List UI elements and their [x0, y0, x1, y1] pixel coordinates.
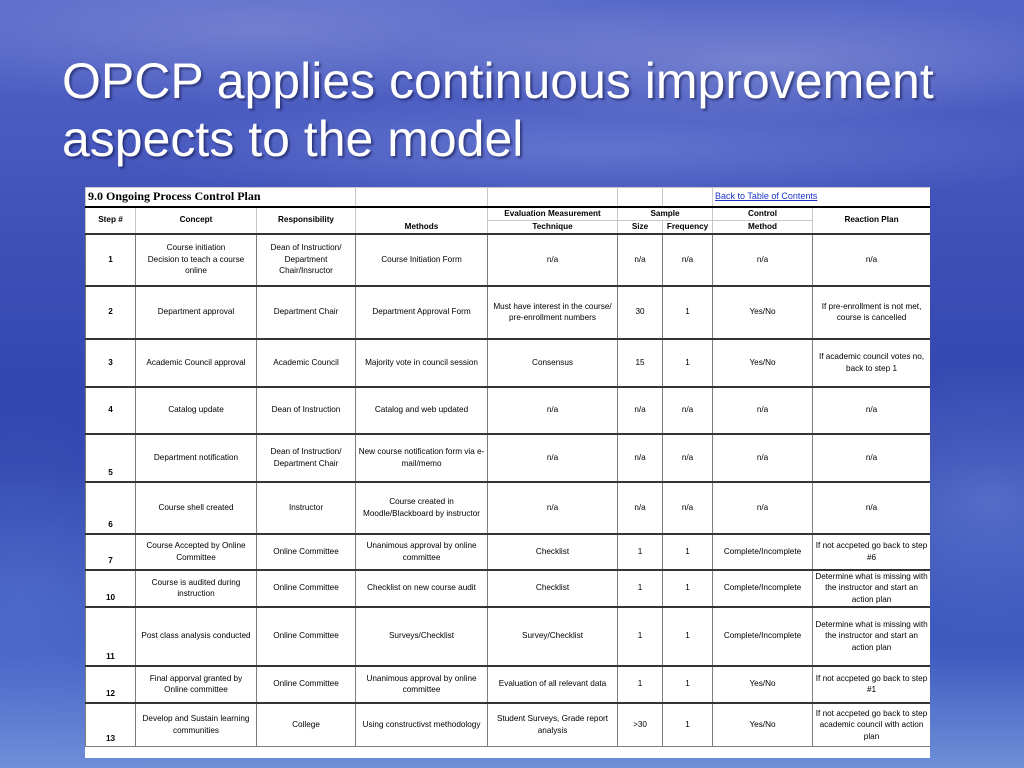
table-row	[86, 387, 931, 434]
cell-step: 13	[86, 703, 136, 747]
cell-step: 7	[86, 534, 136, 570]
cell-step: 3	[86, 339, 136, 387]
table-row	[86, 607, 931, 666]
cell-responsibility: College	[257, 703, 356, 747]
cell-methods: New course notification form via e-mail/memo	[356, 434, 488, 482]
cell-technique: Student Surveys, Grade report analysis	[488, 703, 618, 747]
cell-concept: Post class analysis conducted	[136, 607, 257, 666]
cell-reaction: If not accpeted go back to step academic council with action plan	[813, 703, 930, 747]
cell-technique: n/a	[488, 387, 618, 434]
cell-concept: Course initiation Decision to teach a course online	[136, 234, 257, 286]
cell-concept: Course Accepted by Online Committee	[136, 534, 257, 570]
cell-size: 1	[618, 607, 663, 666]
header-frequency: Frequency	[663, 221, 713, 234]
cell-step: 1	[86, 234, 136, 286]
cell-control: n/a	[713, 434, 813, 482]
cell-responsibility: Online Committee	[257, 570, 356, 607]
header-step: Step #	[86, 207, 136, 234]
cell-responsibility: Academic Council	[257, 339, 356, 387]
cell-size: 30	[618, 286, 663, 339]
cell-responsibility: Dean of Instruction	[257, 387, 356, 434]
cell-technique: Must have interest in the course/ pre-enrollment numbers	[488, 286, 618, 339]
cell-frequency: n/a	[663, 234, 713, 286]
cell-control: Yes/No	[713, 286, 813, 339]
cell-technique: n/a	[488, 482, 618, 534]
cell-methods: Majority vote in council session	[356, 339, 488, 387]
table-row	[86, 703, 931, 747]
cell-frequency: 1	[663, 703, 713, 747]
cell-responsibility: Dean of Instruction/ Department Chair	[257, 434, 356, 482]
cell-technique: Consensus	[488, 339, 618, 387]
header-responsibility: Responsibility	[257, 207, 356, 234]
cell-frequency: 1	[663, 570, 713, 607]
plan-title: 9.0 Ongoing Process Control Plan	[86, 188, 356, 207]
cell-frequency: 1	[663, 286, 713, 339]
cell-reaction: Determine what is missing with the instructor and start an action plan	[813, 570, 930, 607]
cell-responsibility: Online Committee	[257, 666, 356, 703]
table-row	[86, 339, 931, 387]
cell-step: 11	[86, 607, 136, 666]
cell-control: n/a	[713, 387, 813, 434]
cell-step: 5	[86, 434, 136, 482]
cell-frequency: n/a	[663, 434, 713, 482]
cell-frequency: 1	[663, 339, 713, 387]
table-row	[86, 286, 931, 339]
cell-control: Complete/Incomplete	[713, 534, 813, 570]
table-row	[86, 482, 931, 534]
cell-technique: Checklist	[488, 534, 618, 570]
cell-technique: Evaluation of all relevant data	[488, 666, 618, 703]
cell-step: 12	[86, 666, 136, 703]
slide-title: OPCP applies continuous improvement aspects to the model	[62, 53, 934, 167]
cell-methods: Unanimous approval by online committee	[356, 666, 488, 703]
cell-technique: Survey/Checklist	[488, 607, 618, 666]
cell-step: 2	[86, 286, 136, 339]
cell-reaction: If not accpeted go back to step #1	[813, 666, 930, 703]
header-control: Control	[713, 207, 813, 221]
header-technique: Technique	[488, 221, 618, 234]
cell-size: n/a	[618, 387, 663, 434]
cell-methods: Using constructivst methodology	[356, 703, 488, 747]
cell-reaction: If academic council votes no, back to step 1	[813, 339, 930, 387]
cell-size: n/a	[618, 234, 663, 286]
cell-concept: Catalog update	[136, 387, 257, 434]
cell-methods: Course Initiation Form	[356, 234, 488, 286]
spreadsheet-image	[85, 187, 930, 758]
cell-step: 6	[86, 482, 136, 534]
cell-reaction: If pre-enrollment is not met, course is cancelled	[813, 286, 930, 339]
cell-size: 1	[618, 570, 663, 607]
cell-size: 1	[618, 666, 663, 703]
cell-concept: Course is audited during instruction	[136, 570, 257, 607]
cell-size: 15	[618, 339, 663, 387]
header-methods: Methods	[356, 207, 488, 234]
cell-reaction: Determine what is missing with the instructor and start an action plan	[813, 607, 930, 666]
cell-technique: Checklist	[488, 570, 618, 607]
header-size: Size	[618, 221, 663, 234]
plan-rows	[86, 234, 931, 747]
cell-control: Yes/No	[713, 703, 813, 747]
back-to-toc-link[interactable]: Back to Table of Contents	[713, 188, 930, 207]
cell-frequency: 1	[663, 534, 713, 570]
header-sample: Sample	[618, 207, 713, 221]
cell-size: 1	[618, 534, 663, 570]
cell-methods: Course created in Moodle/Blackboard by instructor	[356, 482, 488, 534]
cell-step: 4	[86, 387, 136, 434]
header-concept: Concept	[136, 207, 257, 234]
cell-control: n/a	[713, 234, 813, 286]
cell-responsibility: Instructor	[257, 482, 356, 534]
cell-frequency: 1	[663, 666, 713, 703]
cell-concept: Department notification	[136, 434, 257, 482]
cell-reaction: n/a	[813, 234, 930, 286]
cell-methods: Department Approval Form	[356, 286, 488, 339]
cell-concept: Final apporval granted by Online committee	[136, 666, 257, 703]
table-row	[86, 666, 931, 703]
cell-size: n/a	[618, 434, 663, 482]
cell-concept: Develop and Sustain learning communities	[136, 703, 257, 747]
cell-methods: Surveys/Checklist	[356, 607, 488, 666]
cell-reaction: n/a	[813, 434, 930, 482]
cell-frequency: n/a	[663, 482, 713, 534]
cell-frequency: 1	[663, 607, 713, 666]
cell-reaction: n/a	[813, 387, 930, 434]
cell-step: 10	[86, 570, 136, 607]
cell-responsibility: Dean of Instruction/ Department Chair/Insructor	[257, 234, 356, 286]
cell-reaction: If not accpeted go back to step #6	[813, 534, 930, 570]
cell-control: Complete/Incomplete	[713, 570, 813, 607]
cell-control: Complete/Incomplete	[713, 607, 813, 666]
table-row	[86, 570, 931, 607]
header-reaction-plan: Reaction Plan	[813, 207, 930, 234]
cell-responsibility: Online Committee	[257, 534, 356, 570]
cell-concept: Department approval	[136, 286, 257, 339]
cell-concept: Course shell created	[136, 482, 257, 534]
cell-control: Yes/No	[713, 666, 813, 703]
cell-responsibility: Department Chair	[257, 286, 356, 339]
cell-methods: Checklist on new course audit	[356, 570, 488, 607]
process-control-plan-table	[85, 187, 930, 747]
table-row	[86, 434, 931, 482]
cell-frequency: n/a	[663, 387, 713, 434]
header-evaluation-measurement: Evaluation Measurement	[488, 207, 618, 221]
cell-methods: Unanimous approval by online committee	[356, 534, 488, 570]
cell-technique: n/a	[488, 434, 618, 482]
header-method: Method	[713, 221, 813, 234]
cell-control: Yes/No	[713, 339, 813, 387]
cell-responsibility: Online Committee	[257, 607, 356, 666]
cell-concept: Academic Council approval	[136, 339, 257, 387]
cell-control: n/a	[713, 482, 813, 534]
cell-methods: Catalog and web updated	[356, 387, 488, 434]
cell-size: >30	[618, 703, 663, 747]
table-row	[86, 234, 931, 286]
table-row	[86, 534, 931, 570]
cell-size: n/a	[618, 482, 663, 534]
cell-technique: n/a	[488, 234, 618, 286]
cell-reaction: n/a	[813, 482, 930, 534]
